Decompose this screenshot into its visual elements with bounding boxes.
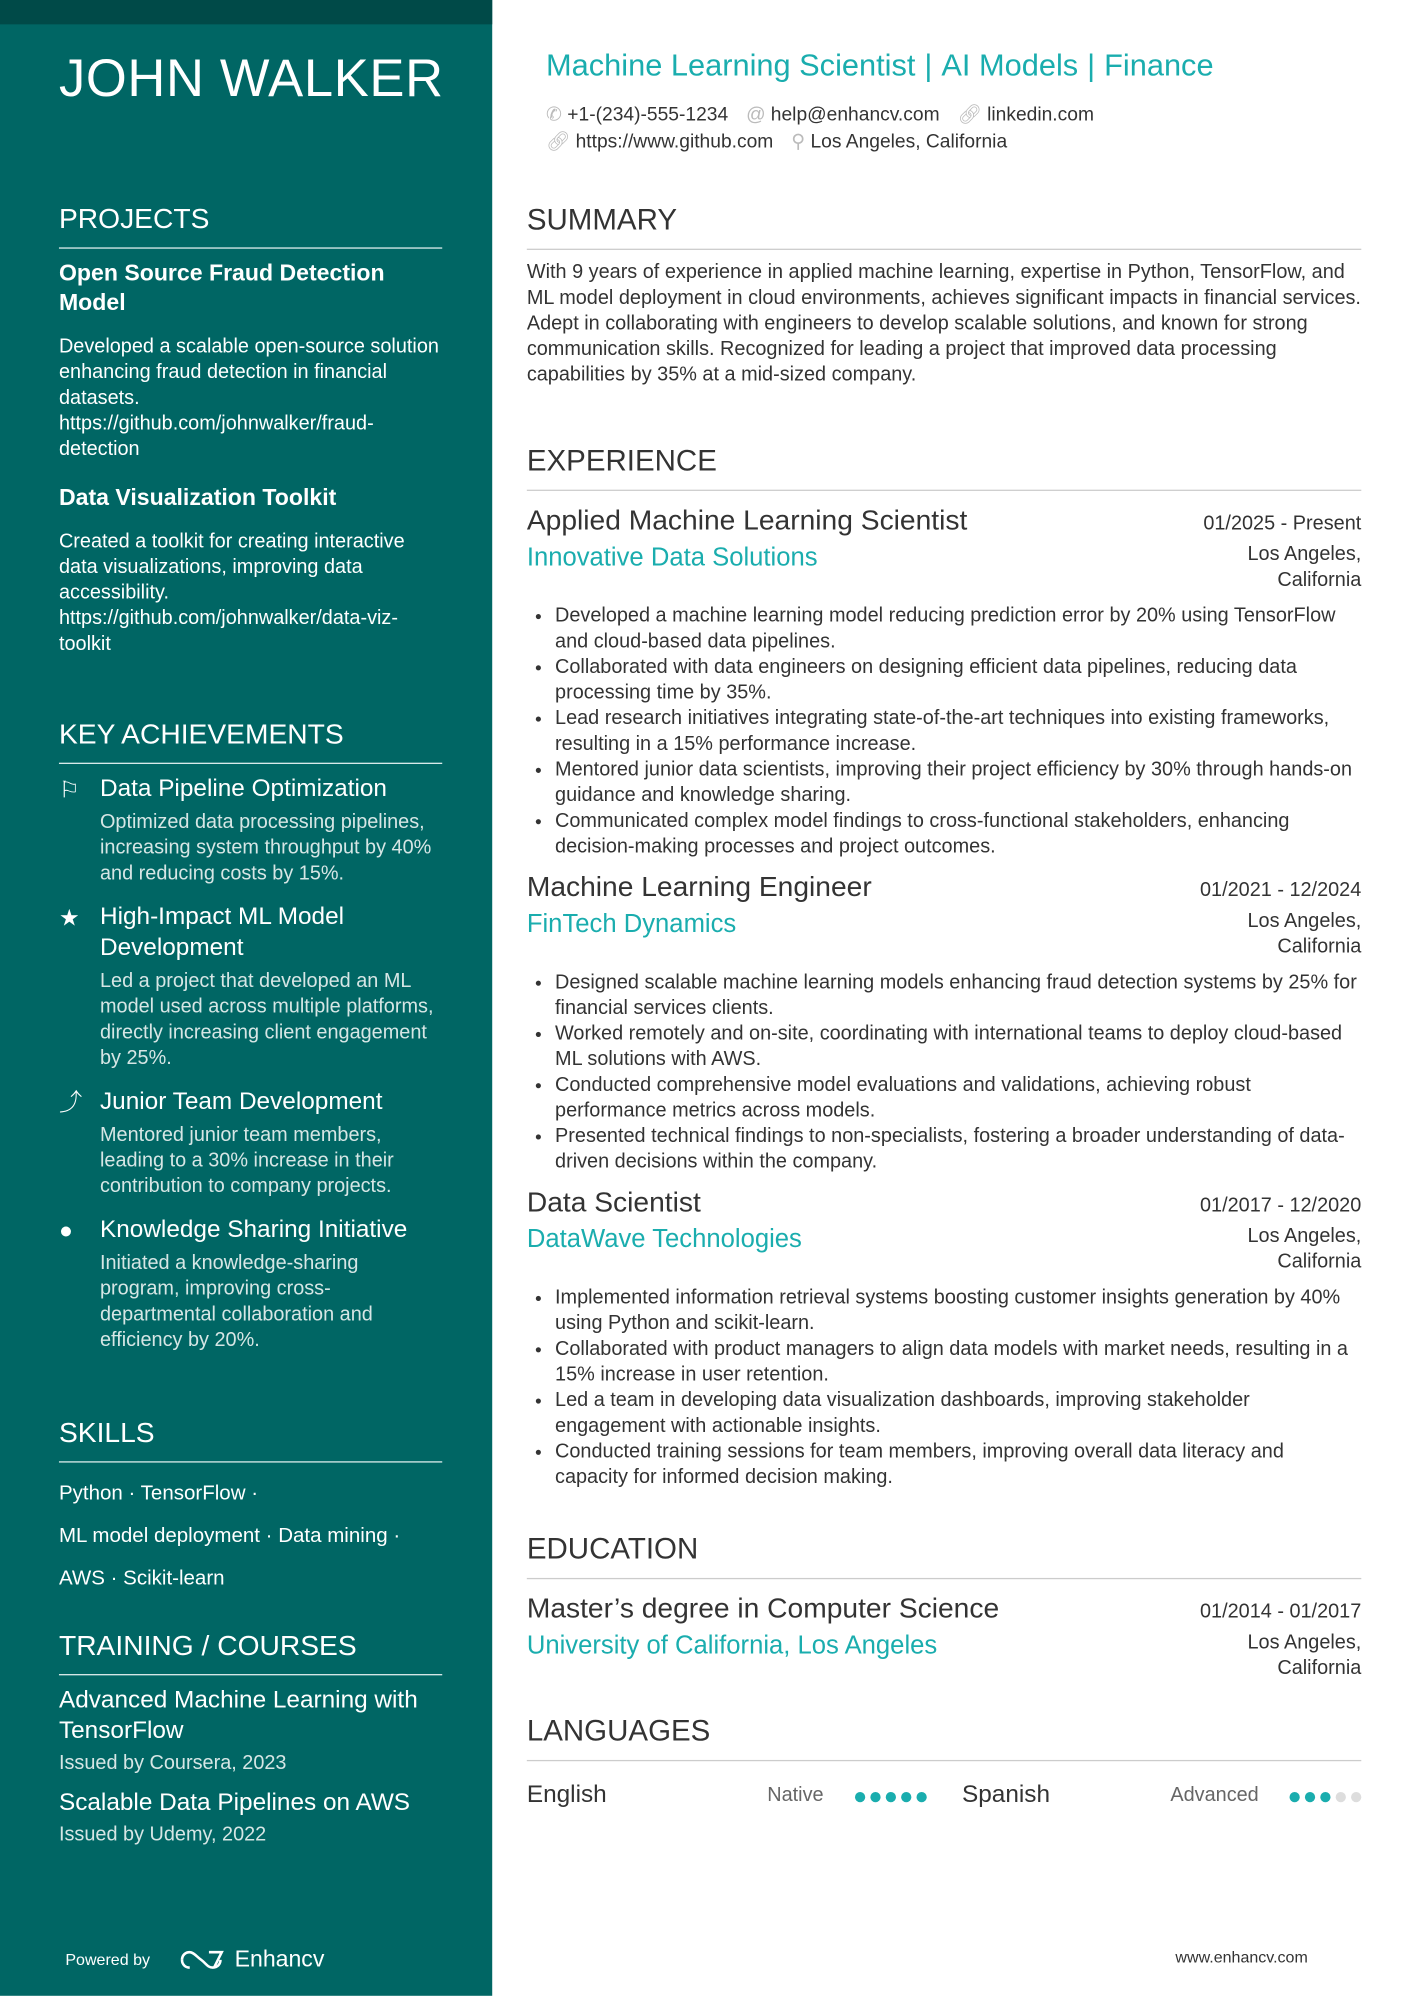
summary-text: With 9 years of experience in applied machine learning, expertise in Python, TensorFlow, and ML model deployment in cloud environments, achieves significant impacts in financial services. Adept in collaborating with engineers to develop scalable solutions, and known for strong communication skills. Recognized for leading a project that improved data processing capabilities by 35% at a mid-sized company. — [526, 261, 1361, 386]
bullet-item: • Implemented information retrieval systems boosting customer insights generation by 40% using Python and scikit-learn. — [555, 1286, 1361, 1337]
course-issuer: Issued by Udemy, 2022 — [58, 1824, 267, 1846]
powered-by — [65, 1946, 324, 1973]
top-band — [0, 0, 492, 24]
enhancv-brand: Enhancv — [234, 1945, 325, 1972]
job-entry — [527, 1183, 1361, 1491]
achievement-item — [59, 1215, 442, 1353]
achievement-item — [59, 1087, 442, 1200]
achievement-title: Junior Team Development — [99, 1088, 383, 1116]
powered-by-label: Powered by — [65, 1950, 150, 1969]
proficiency-dot — [916, 1792, 926, 1802]
achievement-description: Optimized data processing pipelines, increasing system throughput by 40% and reducing costs by 15%. — [99, 811, 432, 885]
location-icon: ⚲ — [791, 130, 806, 153]
proficiency-dot — [1305, 1792, 1315, 1802]
achievement-item — [59, 774, 442, 887]
bullet-item: • Collaborated with data engineers on designing efficient data pipelines, reducing data processing time by 35%. — [555, 655, 1361, 706]
job-subheader — [527, 906, 1361, 960]
job-entry — [527, 501, 1361, 860]
job-title: Machine Learning Engineer — [526, 870, 872, 903]
job-dates: 01/2017 - 12/2020 — [1199, 1194, 1362, 1217]
section-heading: SUMMARY — [527, 203, 1361, 250]
headline-part: AI Models — [941, 48, 1079, 84]
achievement-description: Initiated a knowledge-sharing program, improving cross-departmental collaboration and efficiency by 20%. — [99, 1252, 373, 1352]
link-icon: 🔗︎ — [957, 103, 982, 126]
job-dates: 01/2021 - 12/2024 — [1199, 879, 1362, 902]
achievement-body — [100, 1215, 442, 1353]
language-name: Spanish — [962, 1781, 1051, 1809]
contact-text: +1-(234)-555-1234 — [567, 103, 729, 126]
phone-icon: ✆ — [546, 103, 563, 126]
education-dates: 01/2014 - 01/2017 — [1199, 1600, 1362, 1623]
achievements-section — [59, 718, 442, 1369]
headline-part: Machine Learning Scientist — [546, 48, 916, 84]
company-name: DataWave Technologies — [526, 1225, 802, 1254]
achievement-description: Mentored junior team members, leading to a 30% increase in their contribution to company projects. — [99, 1124, 394, 1198]
job-subheader — [527, 540, 1361, 594]
job-title: Data Scientist — [526, 1185, 701, 1218]
bullet-item: • Communicated complex model findings to cross-functional stakeholders, enhancing decision-making processes and project outcomes. — [555, 809, 1361, 860]
headline: Machine Learning Scientist | AI Models | Finance — [546, 48, 1214, 84]
proficiency-dots — [1284, 1782, 1361, 1810]
job-title: Applied Machine Learning Scientist — [526, 503, 968, 536]
language-item — [962, 1782, 1361, 1810]
skills-section — [59, 1416, 442, 1599]
contact-text: linkedin.com — [987, 103, 1094, 126]
job-bullets — [527, 604, 1361, 860]
proficiency-dot — [870, 1792, 880, 1802]
achievement-title: High-Impact ML Model Development — [99, 903, 345, 962]
language-level: Native — [767, 1784, 824, 1807]
skill-line: Python · TensorFlow · — [58, 1483, 259, 1505]
achievement-body — [100, 774, 442, 887]
projects-section — [59, 203, 442, 679]
degree: Master’s degree in Computer Science — [526, 1592, 1000, 1625]
course-issuer: Issued by Coursera, 2023 — [58, 1752, 287, 1775]
project-description: Developed a scalable open-source solution enhancing fraud detection in financial datasets. https://github.com/johnwalker/fraud-detection — [58, 335, 439, 461]
bullet-item: • Led a team in developing data visualization dashboards, improving stakeholder engagement with actionable insights. — [555, 1388, 1361, 1439]
proficiency-dot — [885, 1792, 895, 1802]
sidebar — [0, 0, 492, 1996]
section-heading: EDUCATION — [527, 1532, 1361, 1579]
contact-item[interactable] — [746, 104, 939, 126]
job-bullets — [527, 970, 1361, 1175]
bullet-item: • Presented technical findings to non-specialists, fostering a broader understanding of data-driven decisions within the company. — [555, 1124, 1361, 1175]
star-icon: ★ — [58, 904, 80, 931]
bullet-item: • Conducted training sessions for team members, improving overall data literacy and capacity for informed decision making. — [555, 1439, 1361, 1490]
job-location: Los Angeles, California — [1247, 1225, 1362, 1273]
contact-text: Los Angeles, California — [810, 130, 1008, 153]
company-name: Innovative Data Solutions — [526, 543, 818, 572]
company-name: FinTech Dynamics — [526, 910, 737, 939]
contact-info — [546, 101, 1366, 155]
language-level: Advanced — [1170, 1784, 1259, 1807]
job-bullets — [527, 1286, 1361, 1491]
contact-text: https://www.github.com — [575, 130, 774, 153]
skill-line: ML model deployment · Data mining · — [58, 1525, 401, 1548]
enhancv-logo-icon — [178, 1948, 224, 1971]
job-header — [527, 1183, 1361, 1221]
bullet-item: • Worked remotely and on-site, coordinating with international teams to deploy cloud-based ML solutions with AWS. — [555, 1022, 1361, 1073]
section-heading: KEY ACHIEVEMENTS — [59, 718, 442, 764]
job-header — [527, 868, 1361, 906]
job-location: Los Angeles, California — [1247, 543, 1362, 591]
proficiency-dots — [849, 1782, 926, 1810]
proficiency-dot — [1351, 1792, 1361, 1802]
section-heading: SKILLS — [59, 1416, 442, 1462]
project-title: Data Visualization Toolkit — [58, 484, 337, 511]
contact-item[interactable] — [791, 131, 1007, 153]
brain-icon: ● — [58, 1217, 73, 1244]
bullet-item: • Mentored junior data scientists, improving their project efficiency by 30% through hands-on guidance and knowledge sharing. — [555, 758, 1361, 809]
flag-icon: ⚐ — [58, 776, 80, 803]
enhancv-logo[interactable] — [178, 1946, 324, 1973]
proficiency-dot — [900, 1792, 910, 1802]
language-name: English — [526, 1781, 607, 1809]
bullet-item: • Designed scalable machine learning models enhancing fraud detection systems by 25% for financial services clients. — [555, 970, 1361, 1021]
summary-section — [527, 203, 1361, 389]
achievement-description: Led a project that developed an ML model used across multiple platforms, directly increasing client engagement by 25%. — [99, 970, 434, 1070]
languages-section — [527, 1714, 1361, 1810]
proficiency-dot — [1320, 1792, 1330, 1802]
experience-section — [527, 444, 1361, 1499]
education-item — [527, 1589, 1361, 1681]
section-heading: LANGUAGES — [527, 1714, 1361, 1761]
proficiency-dot — [1290, 1792, 1300, 1802]
education-section — [527, 1532, 1361, 1690]
job-location: Los Angeles, California — [1247, 910, 1362, 958]
candidate-name: JOHN WALKER — [58, 48, 444, 108]
course-title: Advanced Machine Learning with TensorFlow — [58, 1686, 418, 1745]
bullet-item: • Lead research initiatives integrating state-of-the-art techniques into existing frameworks, resulting in a 15% performance increase. — [555, 706, 1361, 757]
headline-part: Finance — [1104, 48, 1214, 84]
training-section — [59, 1629, 442, 1860]
proficiency-dot — [854, 1792, 864, 1802]
contact-text: help@enhancv.com — [770, 103, 940, 126]
link-icon: 🔗︎ — [546, 130, 571, 153]
achievement-title: Knowledge Sharing Initiative — [99, 1216, 408, 1244]
bullet-item: • Conducted comprehensive model evaluations and validations, achieving robust performance metrics across models. — [555, 1073, 1361, 1124]
achievement-body — [100, 1087, 442, 1200]
proficiency-dot — [1336, 1792, 1346, 1802]
strategy-icon: ⤴ — [58, 1089, 83, 1116]
project-description: Created a toolkit for creating interactive data visualizations, improving data accessibility. https://github.com/johnwalker/data-viz-toolkit — [58, 530, 405, 656]
job-entry — [527, 868, 1361, 1176]
section-heading: EXPERIENCE — [527, 444, 1361, 491]
job-dates: 01/2025 - Present — [1203, 512, 1362, 535]
at-icon: @ — [746, 103, 766, 126]
contact-item[interactable] — [546, 104, 728, 126]
section-heading: TRAINING / COURSES — [59, 1629, 442, 1675]
achievement-item — [59, 902, 442, 1071]
bullet-item: • Developed a machine learning model reducing prediction error by 20% using TensorFlow and cloud-based data pipelines. — [555, 604, 1361, 655]
achievement-title: Data Pipeline Optimization — [99, 775, 387, 803]
project-title: Open Source Fraud Detection Model — [58, 260, 385, 316]
job-header — [527, 501, 1361, 539]
job-subheader — [527, 1222, 1361, 1276]
footer-url[interactable]: www.enhancv.com — [1175, 1948, 1308, 1967]
section-heading: PROJECTS — [59, 203, 442, 249]
language-item — [527, 1782, 926, 1810]
education-location: Los Angeles, California — [1247, 1631, 1362, 1680]
contact-item[interactable] — [958, 104, 1094, 126]
bullet-item: • Collaborated with product managers to align data models with market needs, resulting in a 15% increase in user retention. — [555, 1337, 1361, 1388]
contact-item[interactable] — [546, 131, 773, 153]
school: University of California, Los Angeles — [526, 1631, 938, 1660]
skill-line: AWS · Scikit-learn — [58, 1567, 225, 1590]
course-title: Scalable Data Pipelines on AWS — [58, 1789, 411, 1817]
achievement-body — [100, 902, 442, 1071]
